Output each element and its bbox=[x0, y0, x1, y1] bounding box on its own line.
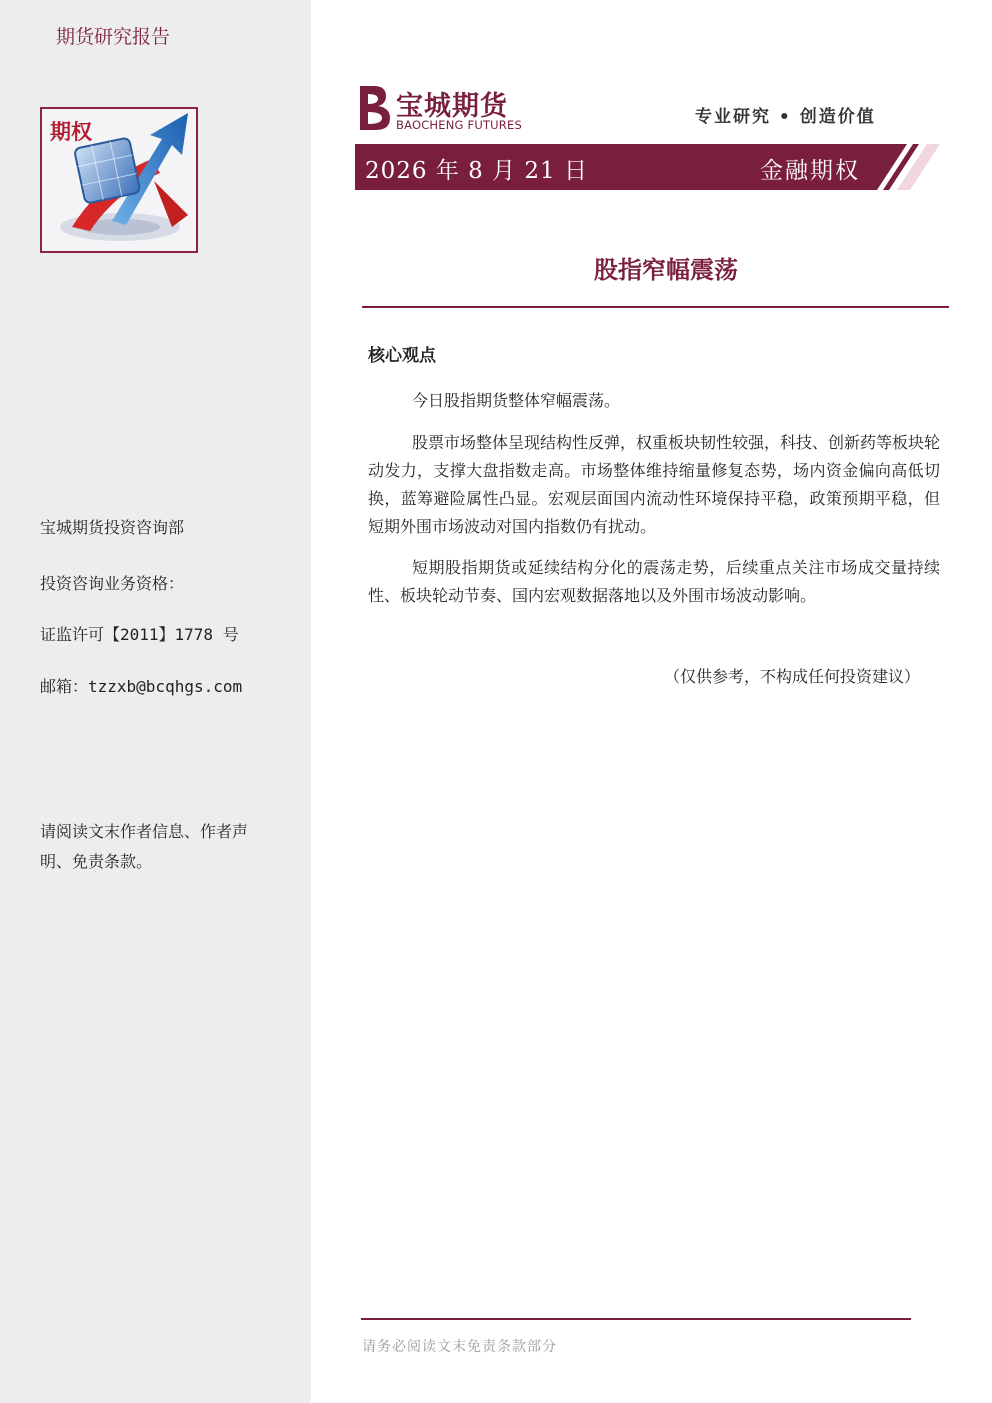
logo-english-name: BAOCHENG FUTURES bbox=[396, 118, 522, 132]
baocheng-b-logo-icon bbox=[356, 84, 394, 132]
options-cube-arrow-icon bbox=[42, 109, 196, 251]
company-slogan: 专业研究 • 创造价值 bbox=[695, 107, 876, 127]
report-type-label: 期货研究报告 bbox=[56, 26, 171, 48]
logo-chinese-name: 宝城期货 bbox=[396, 91, 508, 122]
qualification-label: 投资咨询业务资格： bbox=[40, 574, 185, 593]
section-heading: 核心观点 bbox=[368, 346, 436, 366]
contact-email: 邮箱：tzzxb@bcqhgs.com bbox=[40, 677, 243, 696]
report-date: 2026 年 8 月 21 日 bbox=[365, 158, 588, 184]
company-logo bbox=[356, 84, 531, 134]
paragraph-market: 股票市场整体呈现结构性反弹，权重板块韧性较强，科技、创新药等板块轮动发力，支撑大盘指数走高。市场整体维持缩量修复态势，场内资金偏向高低切换，蓝筹避险属性凸显。宏观层面国内流动性环境保持平稳，政策预期平稳，但短期外围市场波动对国内指数仍有扰动。 bbox=[368, 433, 941, 536]
license-number: 证监许可【2011】1778 号 bbox=[40, 625, 239, 644]
report-category: 金融期权 bbox=[760, 158, 860, 184]
footer-divider bbox=[361, 1318, 911, 1320]
report-title: 股指窄幅震荡 bbox=[594, 256, 738, 284]
reading-notice: 请阅读文末作者信息、作者声明、免责条款。 bbox=[40, 822, 249, 871]
cover-image bbox=[40, 107, 198, 253]
title-divider bbox=[362, 306, 949, 308]
department-name: 宝城期货投资咨询部 bbox=[40, 518, 185, 537]
footer-notice: 请务必阅读文末免责条款部分 bbox=[362, 1339, 557, 1355]
paragraph-outlook: 短期股指期货或延续结构分化的震荡走势，后续重点关注市场成交量持续性、板块轮动节奏、国内宏观数据落地以及外围市场波动影响。 bbox=[368, 558, 940, 605]
cover-label: 期权 bbox=[50, 120, 92, 144]
paragraph-summary: 今日股指期货整体窄幅震荡。 bbox=[412, 391, 621, 410]
investment-disclaimer: （仅供参考，不构成任何投资建议） bbox=[664, 667, 921, 686]
